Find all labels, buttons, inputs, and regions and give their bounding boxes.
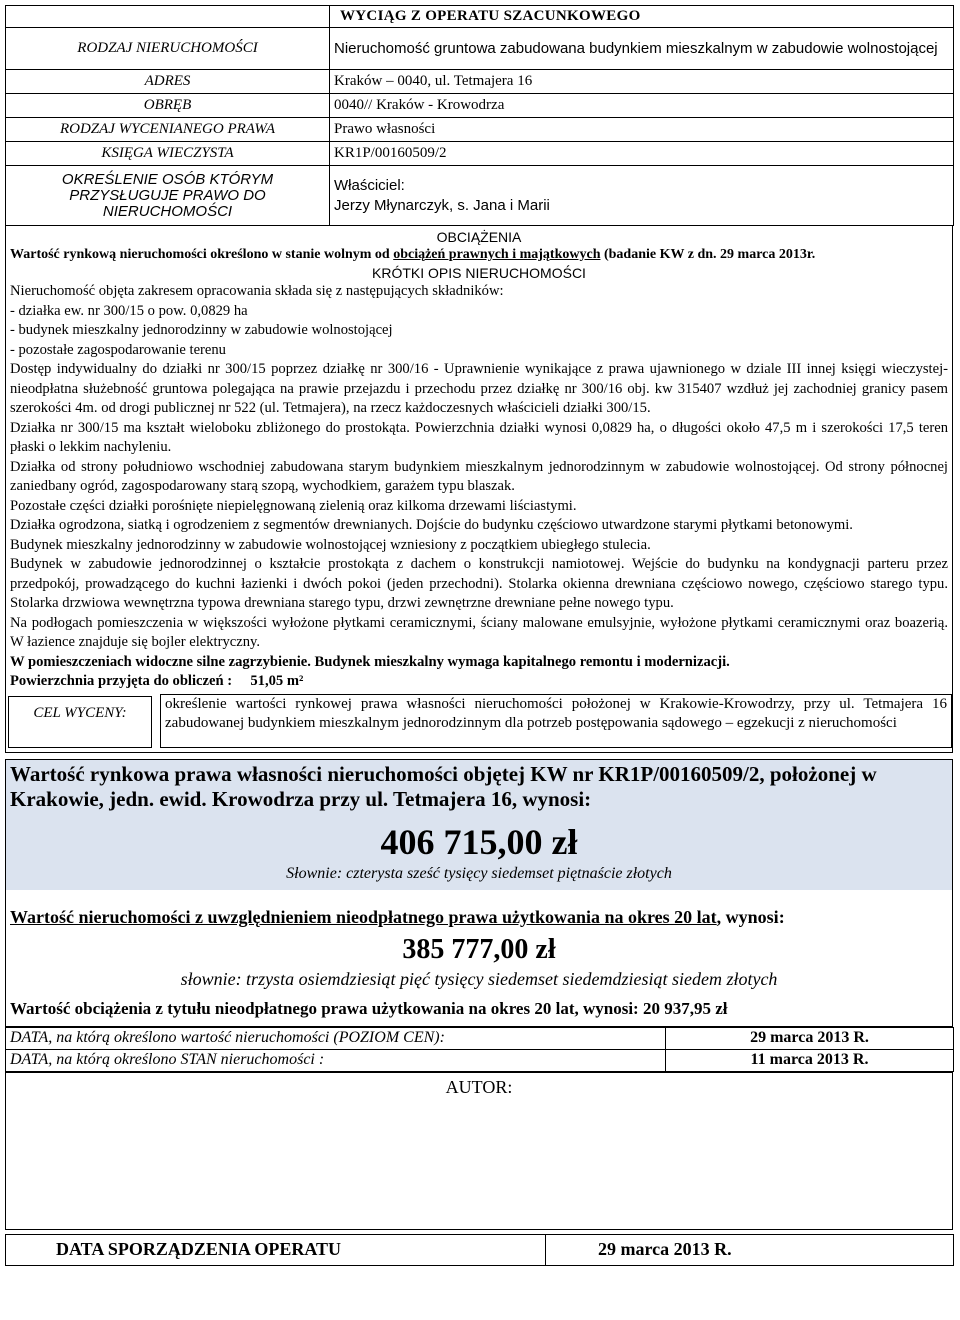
value-box <box>5 759 953 1027</box>
opis-paragraph: - budynek mieszkalny jednorodzinny w zabudowie wolnostojącej <box>10 322 393 338</box>
opis-paragraph: Działka ogrodzona, siatką i ogrodzeniem z segmentów drewnianych. Dojście do budynku częściowo utwardzone starymi płytkami betonowymi. <box>10 517 853 533</box>
cel-value: określenie wartości rynkowej prawa własności nieruchomości położonej w Krakowie-Krowodrzy, przy ul. Tetmajera 16 zabudowanej budynkiem mieszkalnym jednorodzinnym dla potrzeb postępowania sądowego – egzekucji z nieruchomości <box>160 694 952 748</box>
osoby-value-line1: Właściciel: <box>334 176 405 194</box>
cel-label: CEL WYCENY: <box>8 696 152 748</box>
poziom-cen-label: DATA, na którą określono wartość nieruchomości (POZIOM CEN): <box>6 1027 666 1049</box>
adres-value: Kraków – 0040, ul. Tetmajera 16 <box>330 70 954 94</box>
stan-label: DATA, na którą określono STAN nieruchomości : <box>6 1049 666 1071</box>
osoby-value <box>330 166 954 226</box>
document <box>5 5 953 1266</box>
obciazenia-text: Wartość rynkową nieruchomości określono w stanie wolnym od obciążeń prawnych i majątkowych (badanie KW z dn. 29 marca 2013r. <box>10 247 816 262</box>
ksiega-label: KSIĘGA WIECZYSTA <box>6 142 330 166</box>
market-value-amount: 406 715,00 zł <box>380 821 578 862</box>
usage-value-panel <box>6 890 952 1026</box>
document-title: WYCIĄG Z OPERATU SZACUNKOWEGO <box>330 6 954 28</box>
opis-paragraph: Działka nr 300/15 ma kształt wieloboku zbliżonego do prostokąta. Powierzchnia działki wynosi 0,0829 ha, o długości około 47,5 m i szerokości 17,5 teren płaski o lekkim nachyleniu. <box>10 419 948 455</box>
obciazenia-underline: obciążeń prawnych i majątkowych <box>393 247 601 262</box>
author-box <box>5 1072 953 1230</box>
footer-value: 29 marca 2013 R. <box>546 1234 954 1265</box>
obreb-label: OBRĘB <box>6 94 330 118</box>
ksiega-value: KR1P/00160509/2 <box>330 142 954 166</box>
rodzaj-label: RODZAJ NIERUCHOMOŚCI <box>6 28 330 70</box>
prawo-value: Prawo własności <box>330 118 954 142</box>
opis-paragraph: Budynek w zabudowie jednorodzinnej o kształcie prostokąta z dachem o konstrukcji namiotowej. Wejście do budynku na kondygnacji parteru przez przedpokój, prowadzącego do kuchni łazienki i dwóch pokoi (jeden przechodni). Stolarka okienna drewniana częściowo nowego, częściowo starego typu. Stolarka drzwiowa wewnętrzna typowa drewniana starego typu, drzwi zewnętrzne drewniane pełne nowego typu. <box>10 556 948 611</box>
opis-paragraph: - działka ew. nr 300/15 o pow. 0,0829 ha <box>10 302 248 319</box>
opis-paragraph: Działka od strony południowo wschodniej zabudowana starym budynkiem mieszkalnym jednorodzinnym w zabudowie wolnostojącej. Od strony północnej zaniedbany ogród, zagospodarowany starą szopą, wychodkiem, garażem typu blaszak. <box>10 458 948 494</box>
burden-value-line: Wartość obciążenia z tytułu nieodpłatnego prawa użytkowania na okres 20 lat, wynosi: 20 937,95 zł <box>10 998 728 1018</box>
dates-table <box>5 1027 954 1072</box>
market-value-line: Wartość rynkowa prawa własności nieruchomości objętej KW nr KR1P/00160509/2, położonej w Krakowie, jedn. ewid. Krowodrza przy ul. Tetmajera 16, wynosi: <box>10 761 877 811</box>
header-table <box>5 5 954 226</box>
opis-area-value: 51,05 m² <box>250 673 304 689</box>
usage-value-words: słownie: trzysta osiemdziesiąt pięć tysięcy siedemset siedemdziesiąt siedem złotych <box>180 968 778 989</box>
cel-wyceny <box>5 692 953 753</box>
footer-table <box>5 1234 954 1266</box>
opis-paragraph: - pozostałe zagospodarowanie terenu <box>10 341 226 358</box>
opis-paragraph: Nieruchomość objęta zakresem opracowania składa się z następujących składników: <box>10 283 504 299</box>
footer-label: DATA SPORZĄDZENIA OPERATU <box>6 1234 546 1265</box>
opis-body <box>10 282 948 692</box>
market-value-words: Słownie: czterysta sześć tysięcy siedemset piętnaście złotych <box>286 864 672 882</box>
adres-label: ADRES <box>6 70 330 94</box>
market-value-panel <box>6 760 952 890</box>
prawo-label: RODZAJ WYCENIANEGO PRAWA <box>6 118 330 142</box>
usage-value-amount: 385 777,00 zł <box>402 933 556 965</box>
obciazenia-title: OBCIĄŻENIA <box>436 229 522 245</box>
rodzaj-value: Nieruchomość gruntowa zabudowana budynkiem mieszkalnym w zabudowie wolnostojącej <box>330 28 954 70</box>
opis-paragraph: Dostęp indywidualny do działki nr 300/15 poprzez działkę nr 300/16 - Uprawnienie wynikające z prawa ujawnionego w dziale III innej księgi wieczystej- nieodpłatna służebność gruntowa polegająca na prawie przejazdu i przechodu przez działkę nr 300/16 obj. kw 315407 wzdłuż jej zachodniej granicy pasem szerokości 4m. od drogi publicznej nr 522 (ul. Tetmajera), na rzecz każdoczesnych właścicieli działki 300/15. <box>10 361 948 416</box>
opis-area: Powierzchnia przyjęta do obliczeń : 51,05 m² <box>10 673 304 689</box>
usage-value-line: Wartość nieruchomości z uwzględnieniem nieodpłatnego prawa użytkowania na okres 20 lat, wynosi: <box>10 906 785 927</box>
obreb-value: 0040// Kraków - Krowodrza <box>330 94 954 118</box>
stan-value: 11 marca 2013 R. <box>666 1049 954 1071</box>
opis-title: KRÓTKI OPIS NIERUCHOMOŚCI <box>372 265 586 281</box>
osoby-value-line2: Jerzy Młynarczyk, s. Jana i Marii <box>334 196 550 214</box>
opis-warning: W pomieszczeniach widoczne silne zagrzybienie. Budynek mieszkalny wymaga kapitalnego remontu i modernizacji. <box>10 653 730 670</box>
opis-paragraph: Pozostałe części działki porośnięte niepielęgnowaną zielenią oraz kilkoma drzewami liściastymi. <box>10 497 577 514</box>
obciazenia-section <box>5 226 953 263</box>
poziom-cen-value: 29 marca 2013 R. <box>666 1027 954 1049</box>
author-label: AUTOR: <box>445 1076 513 1097</box>
opis-paragraph: Budynek mieszkalny jednorodzinny w zabudowie wolnostojącej wzniesiony z początkiem ubiegłego stulecia. <box>10 536 651 553</box>
osoby-label: OKREŚLENIE OSÓB KTÓRYM PRZYSŁUGUJE PRAWO DO NIERUCHOMOŚCI <box>6 166 330 226</box>
opis-section <box>5 263 953 692</box>
opis-paragraph: Na podłogach pomieszczenia w większości wyłożone płytkami ceramicznymi, ściany malowane emulsyjnie, wyłożone płytkami ceramicznymi oraz boazerią. W łazience znajduje się bojler elektryczny. <box>10 614 948 650</box>
